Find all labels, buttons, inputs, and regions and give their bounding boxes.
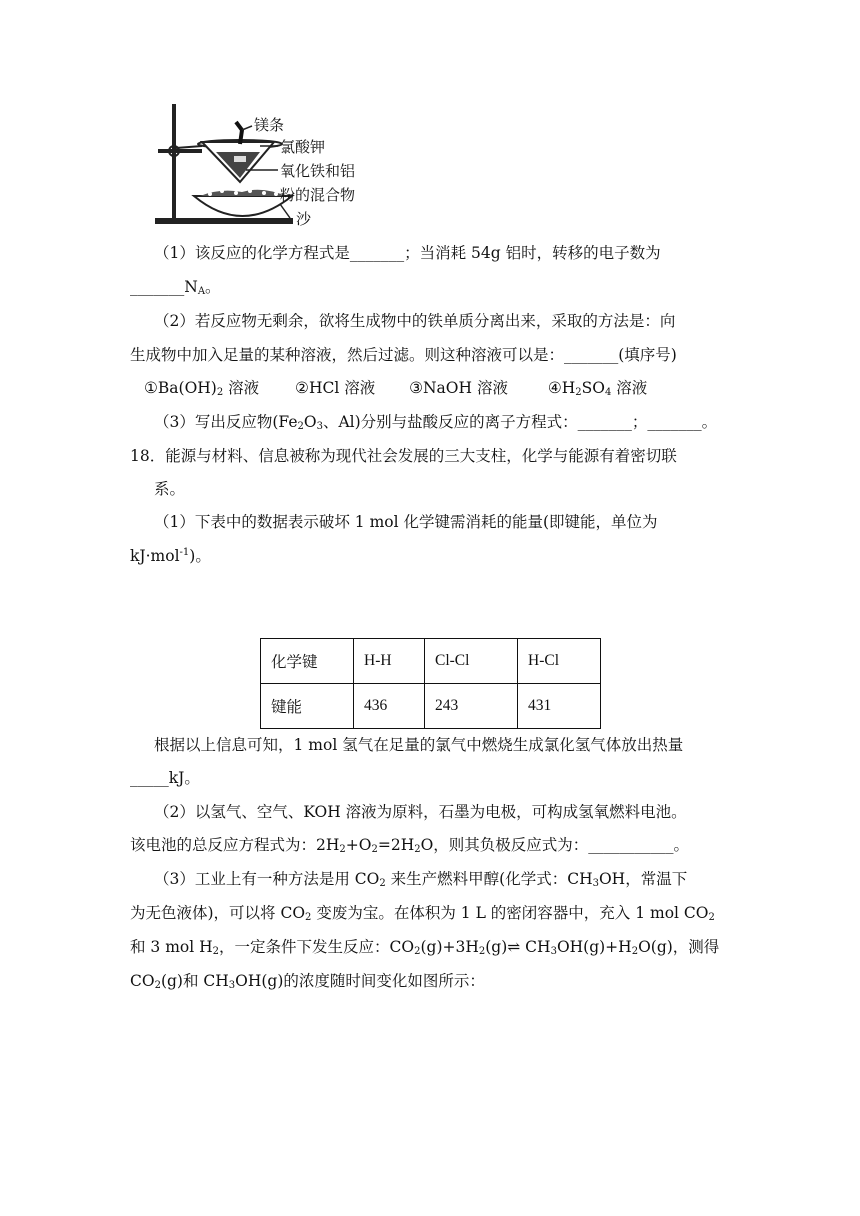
q18-part1-line1: （1）下表中的数据表示破坏 1 mol 化学键需消耗的能量(即键能，单位为: [154, 513, 658, 531]
table-cell: H-H: [354, 639, 425, 684]
label-fe2o3-al-1: 氧化铁和铝: [280, 162, 356, 180]
option-3: ③NaOH 溶液: [409, 379, 508, 397]
label-sand: 沙: [296, 210, 312, 228]
label-fe2o3-al-2: 粉的混合物: [280, 186, 356, 204]
q18-after-table-line2: _____kJ。: [130, 769, 200, 787]
q17-part1-line2: $\_\_\_\_\_\_\_N_A$。: [130, 278, 221, 297]
q18-after-table-line1: 根据以上信息可知，1 mol 氢气在足量的氯气中燃烧生成氯化氢气体放出热量: [154, 736, 684, 754]
table-cell: 243: [425, 684, 518, 729]
table-cell: 化学键: [261, 639, 354, 684]
table-cell: Cl-Cl: [425, 639, 518, 684]
table-row: [261, 639, 601, 684]
table-cell: H-Cl: [518, 639, 601, 684]
q18-part3-line1: （3）工业上有一种方法是用 $CO_2$ 来生产燃料甲醇(化学式：$CH_3OH$，常温下: [154, 870, 688, 889]
option-2: ②HCl 溶液: [295, 379, 376, 397]
q18-part1-line2: kJ·mol$^{-1}$)。: [130, 547, 211, 565]
q18-part2-line2: 该电池的总反应方程式为：$2H_2+O_2=2H_2O$，则其负极反应式为：___________。: [130, 836, 690, 855]
label-magnesium: 镁条: [254, 116, 285, 134]
q17-part2-line2: 生成物中加入足量的某种溶液，然后过滤。则这种溶液可以是：_______(填序号): [130, 346, 677, 364]
q18-intro-line1: 18．能源与材料、信息被称为现代社会发展的三大支柱，化学与能源有着密切联: [130, 447, 677, 465]
stand-rod: [172, 104, 176, 220]
q18-part3-line2: 为无色液体)，可以将 $CO_2$ 变废为宝。在体积为 1 L 的密闭容器中，充入 1 mol $CO_2$: [130, 904, 715, 923]
table-cell: 键能: [261, 684, 354, 729]
label-kclo3: 氯酸钾: [280, 138, 326, 156]
table-cell: 436: [354, 684, 425, 729]
table-row: [261, 684, 601, 729]
q17-part2-line1: （2）若反应物无剩余，欲将生成物中的铁单质分离出来，采取的方法是：向: [154, 312, 676, 330]
q17-options: [144, 378, 647, 398]
option-4: $④H_2SO_4$ 溶液: [547, 379, 648, 398]
table-cell: 431: [518, 684, 601, 729]
thermite-apparatus-figure: [150, 100, 360, 232]
sand-bowl: [194, 196, 292, 216]
q18-intro-line2: 系。: [154, 480, 186, 498]
q17-part3: （3）写出反应物($Fe_2O_3$、Al)分别与盐酸反应的离子方程式：_______；_______。: [154, 413, 718, 432]
q18-part2-line1: （2）以氢气、空气、KOH 溶液为原料，石墨为电极，可构成氢氧燃料电池。: [154, 803, 687, 821]
q18-part3-line4: $CO_2(g)$和 $CH_3OH(g)$的浓度随时间变化如图所示：: [130, 972, 485, 991]
option-1: $①Ba(OH)_2$ 溶液: [144, 379, 260, 398]
q18-part3-line3: 和 3 mol $H_2$，一定条件下发生反应：$CO_2(g)+3H_2(g)\rightleftharpoons$ $CH_3OH(g)+H_2O(g)$，测得: [130, 938, 720, 957]
q17-part1-line1: （1）该反应的化学方程式是_______；当消耗 54g 铝时，转移的电子数为: [154, 244, 661, 262]
bond-energy-table: [260, 638, 601, 729]
